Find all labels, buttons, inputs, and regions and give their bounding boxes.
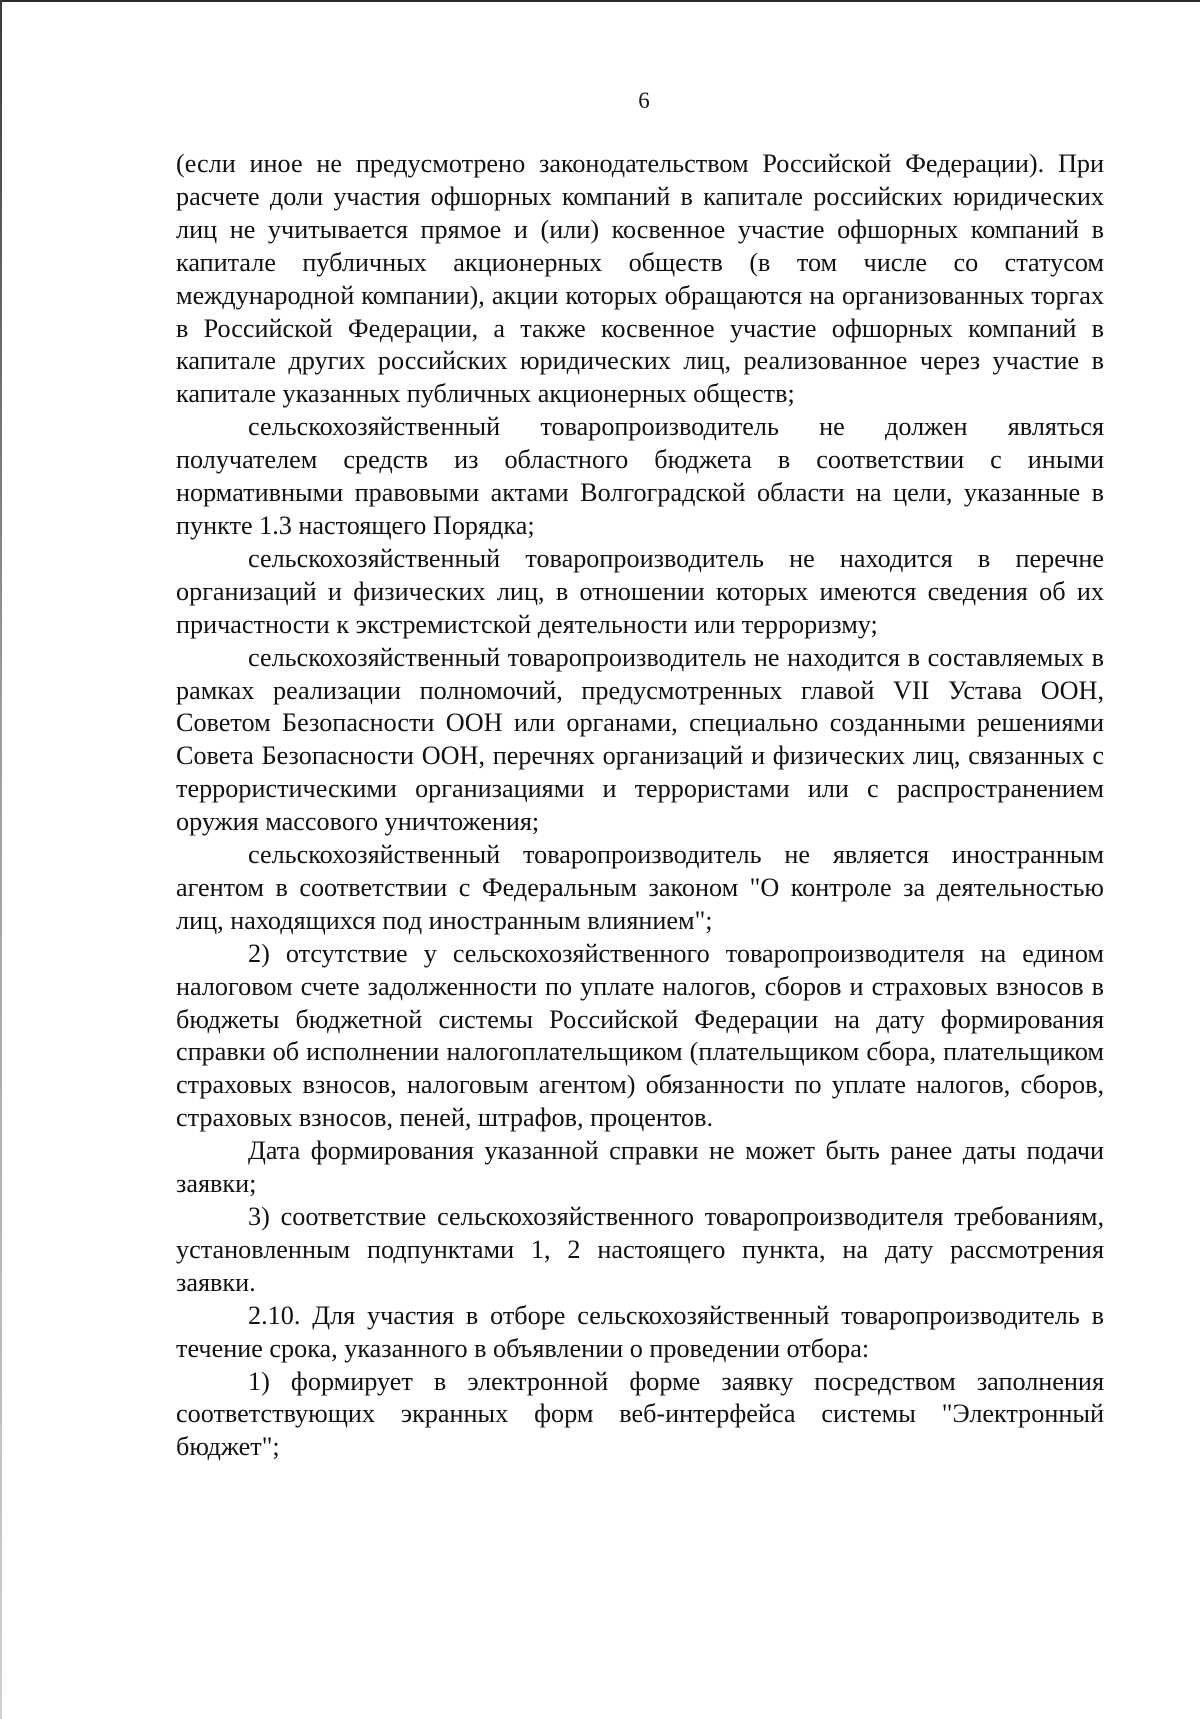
paragraph: сельскохозяйственный товаропроизводитель не должен являться получателем средств из областного бюджета в соответствии с иными нормативными правовыми актами Волгоградской области на цели, указанные в пункте 1.3 настоящего Порядка;	[176, 412, 1104, 540]
paragraph: сельскохозяйственный товаропроизводитель не находится в составляемых в рамках реализации полномочий, предусмотренных главой VII Устава ООН, Советом Безопасности ООН или органами, специально созданными решениями Совета Безопасности ООН, перечнях организаций и физических лиц, связанных с террористическими организациями и террористами или с распространением оружия массового уничтожения;	[176, 642, 1104, 837]
document-body	[176, 148, 1104, 1464]
paragraph: 2.10. Для участия в отборе сельскохозяйственный товаропроизводитель в течение срока, указанного в объявлении о проведении отбора:	[176, 1300, 1104, 1363]
paragraph: Дата формирования указанной справки не может быть ранее даты подачи заявки;	[176, 1136, 1104, 1199]
scan-edge-top	[0, 0, 1200, 2]
paragraph: сельскохозяйственный товаропроизводитель не находится в перечне организаций и физических лиц, в отношении которых имеются сведения об их причастности к экстремистской деятельности или терроризму;	[176, 543, 1104, 639]
paragraph: сельскохозяйственный товаропроизводитель не является иностранным агентом в соответствии с Федеральным законом "О контроле за деятельностью лиц, находящихся под иностранным влиянием";	[176, 840, 1104, 935]
paragraph: 3) соответствие сельскохозяйственного товаропроизводителя требованиям, установленным подпунктами 1, 2 настоящего пункта, на дату рассмотрения заявки.	[176, 1202, 1104, 1297]
scan-edge-left	[0, 0, 2, 1719]
paragraph: 2) отсутствие у сельскохозяйственного товаропроизводителя на едином налоговом счете задолженности по уплате налогов, сборов и страховых взносов в бюджеты бюджетной системы Российской Федерации на дату формирования справки об исполнении налогоплательщиком (плательщиком сбора, плательщиком страховых взносов, налоговым агентом) обязанности по уплате налогов, сборов, страховых взносов, пеней, штрафов, процентов.	[176, 938, 1104, 1133]
paragraph: 1) формирует в электронной форме заявку посредством заполнения соответствующих экранных форм веб-интерфейса системы "Электронный бюджет";	[176, 1366, 1104, 1462]
page-number: 6	[638, 88, 650, 113]
paragraph: (если иное не предусмотрено законодательством Российской Федерации). При расчете доли участия офшорных компаний в капитале российских юридических лиц не учитывается прямое и (или) косвенное участие офшорных компаний в капитале публичных акционерных обществ (в том числе со статусом международной компании), акции которых обращаются на организованных торгах в Российской Федерации, а также косвенное участие офшорных компаний в капитале других российских юридических лиц, реализованное через участие в капитале указанных публичных акционерных обществ;	[176, 149, 1104, 409]
